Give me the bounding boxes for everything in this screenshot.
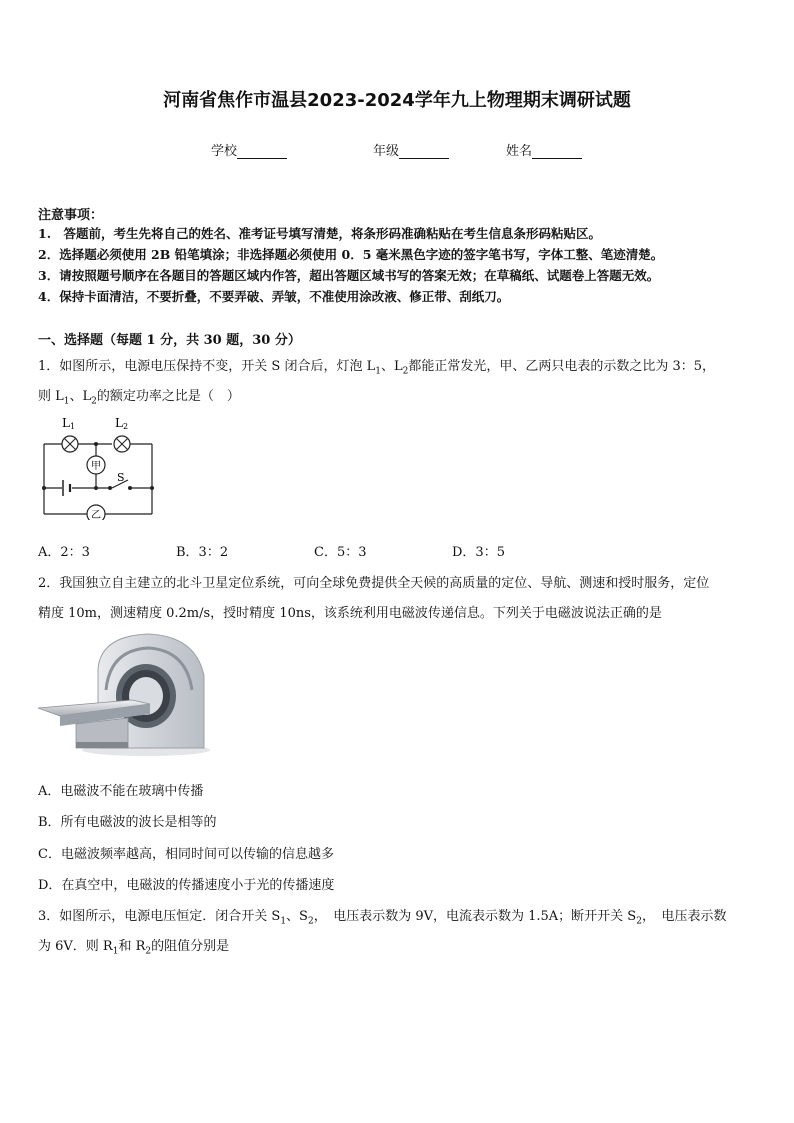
name-field[interactable] [506, 140, 582, 159]
note-item: 3．请按照题号顺序在各题目的答题区域内作答，超出答题区域书写的答案无效；在草稿纸、试题卷上答题无效。 [38, 268, 660, 283]
question-2-text-line2: 精度 10m，测速精度 0.2m/s，授时精度 10ns，该系统利用电磁波传递信息。下列关于电磁波说法正确的是 [38, 606, 662, 621]
question-1-text: 1．如图所示，电源电压保持不变，开关 S 闭合后，灯泡 $L_1$、$L_2$都能正常发光，甲、乙两只电表的示数之比为 3：5， [38, 359, 716, 377]
school-blank[interactable] [237, 144, 287, 159]
question-2-text: 2．我国独立自主建立的北斗卫星定位系统，可向全球免费提供全天候的高质量的定位、导航、测速和授时服务，定位 [38, 576, 710, 591]
page-title: 河南省焦作市温县2023-2024学年九上物理期末调研试题 [163, 90, 631, 111]
section-heading: 一、选择题（每题 1 分，共 30 题，30 分） [38, 333, 301, 348]
meter-b-label: 乙 [91, 510, 101, 520]
grade-label: 年级 [373, 144, 400, 159]
option-b[interactable]: B．所有电磁波的波长是相等的 [38, 815, 217, 830]
lamp-l1-label: L1 [62, 416, 76, 431]
name-blank[interactable] [532, 144, 582, 159]
note-item: 2．选择题必须使用 2B 铅笔填涂；非选择题必须使用 0．5 毫米黑色字迹的签字笔书写，字体工整、笔迹清楚。 [38, 247, 664, 262]
notes-heading: 注意事项： [38, 208, 104, 223]
option-b[interactable]: B．3：2 [176, 545, 229, 560]
option-a[interactable]: A．电磁波不能在玻璃中传播 [38, 784, 204, 799]
school-field[interactable] [211, 140, 287, 159]
lamp-l2-symbol [114, 436, 130, 452]
option-d[interactable]: D．在真空中，电磁波的传播速度小于光的传播速度 [38, 878, 335, 893]
meter-a-label: 甲 [91, 461, 101, 472]
option-a[interactable]: A．2：3 [38, 545, 90, 560]
option-d[interactable]: D．3：5 [452, 545, 505, 560]
grade-field[interactable] [373, 140, 449, 159]
school-label: 学校 [211, 144, 238, 159]
circuit-diagram [36, 410, 160, 520]
lamp-l2-label: L2 [115, 416, 129, 431]
question-3-text-line2: 为 6V．则 $R_1$和 $R_2$的阻值分别是 [38, 939, 230, 957]
option-c[interactable]: C．电磁波频率越高，相同时间可以传输的信息越多 [38, 847, 334, 862]
note-item: 4．保持卡面清洁，不要折叠，不要弄破、弄皱，不准使用涂改液、修正带、刮纸刀。 [38, 289, 510, 304]
note-item: 1. 答题前，考生先将自己的姓名、准考证号填写清楚，将条形码准确粘贴在考生信息条形码粘贴区。 [38, 226, 602, 241]
mri-scanner-image [36, 630, 210, 756]
lamp-l1-symbol [62, 436, 78, 452]
switch-label: S [117, 471, 125, 484]
question-3-text: 3．如图所示，电源电压恒定．闭合开关 $S_1$、$S_2$， 电压表示数为 9V，电流表示数为 1.5A；断开开关 $S_2$， 电压表示数 [38, 909, 727, 927]
grade-blank[interactable] [399, 144, 449, 159]
question-1-text-line2: 则 $L_1$、$L_2$的额定功率之比是（ ） [38, 389, 240, 407]
option-c[interactable]: C．5：3 [314, 545, 367, 560]
name-label: 姓名 [506, 144, 533, 159]
